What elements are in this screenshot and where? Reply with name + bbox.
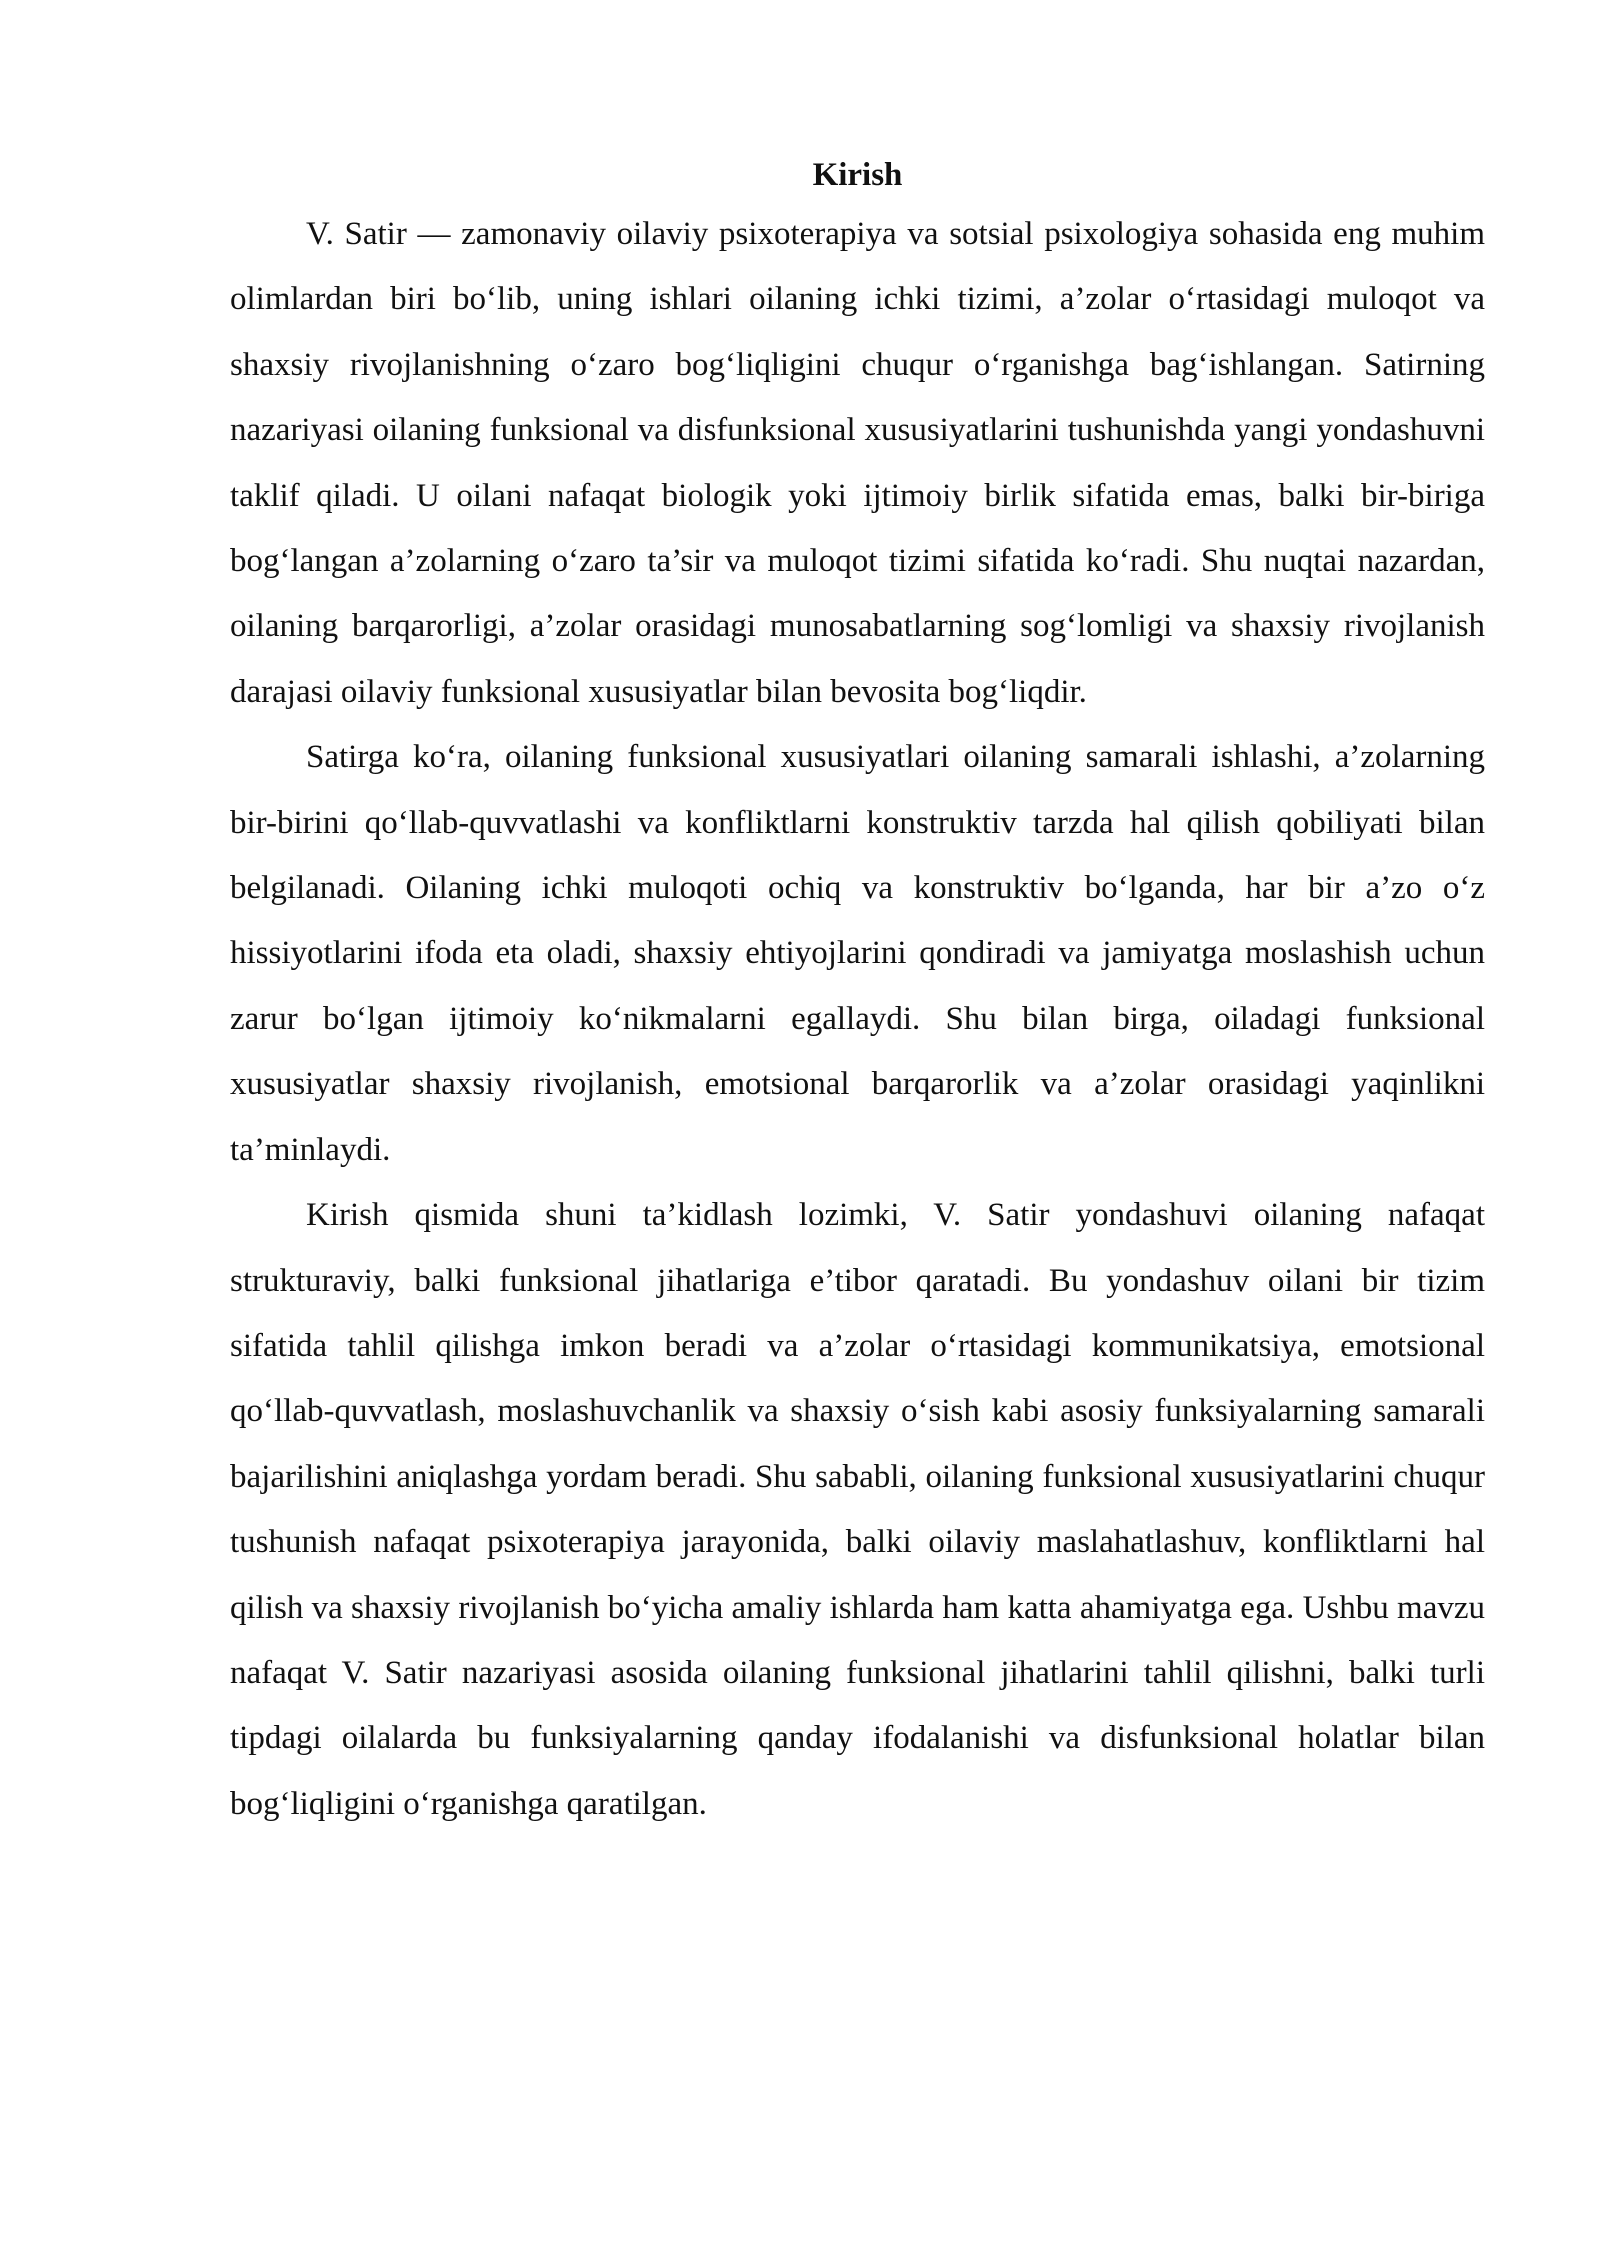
paragraph-3: Kirish qismida shuni ta’kidlash lozimki, V. Satir yondashuvi oilaning nafaqat strukturaviy, balki funksional jihatlariga e’tibor qaratadi. Bu yondashuv oilani bir tizim sifatida tahlil qilishga imkon beradi va a’zolar o‘rtasidagi kommunikatsiya, emotsional qo‘llab-quvvatlash, moslashuvchanlik va shaxsiy o‘sish kabi asosiy funksiyalarning samarali bajarilishini aniqlashga yordam beradi. Shu sababli, oilaning funksional xususiyatlarini chuqur tushunish nafaqat psixoterapiya jarayonida, balki oilaviy maslahatlashuv, konfliktlarni hal qilish va shaxsiy rivojlanish bo‘yicha amaliy ishlarda ham katta ahamiyatga ega. Ushbu mavzu nafaqat V. Satir nazariyasi asosida oilaning funksional jihatlarini tahlil qilishni, balki turli tipdagi oilalarda bu funksiyalarning qanday ifodalanishi va disfunksional holatlar bilan bog‘liqligini o‘rganishga qaratilgan. xyxy=(230,1197,1485,1822)
document-body xyxy=(230,150,1485,1837)
paragraph-1: V. Satir — zamonaviy oilaviy psixoterapiya va sotsial psixologiya sohasida eng muhim olimlardan biri bo‘lib, uning ishlari oilaning ichki tizimi, a’zolar o‘rtasidagi muloqot va shaxsiy rivojlanishning o‘zaro bog‘liqligini chuqur o‘rganishga bag‘ishlangan. Satirning nazariyasi oilaning funksional va disfunksional xususiyatlarini tushunishda yangi yondashuvni taklif qiladi. U oilani nafaqat biologik yoki ijtimoiy birlik sifatida emas, balki bir-biriga bog‘langan a’zolarning o‘zaro ta’sir va muloqot tizimi sifatida ko‘radi. Shu nuqtai nazardan, oilaning barqarorligi, a’zolar orasidagi munosabatlarning sog‘lomligi va shaxsiy rivojlanish darajasi oilaviy funksional xususiyatlar bilan bevosita bog‘liqdir. xyxy=(230,216,1485,710)
section-title: Kirish xyxy=(812,157,903,193)
paragraph-2: Satirga ko‘ra, oilaning funksional xususiyatlari oilaning samarali ishlashi, a’zolarning bir-birini qo‘llab-quvvatlashi va konfliktlarni konstruktiv tarzda hal qilish qobiliyati bilan belgilanadi. Oilaning ichki muloqoti ochiq va konstruktiv bo‘lganda, har bir a’zo o‘z hissiyotlarini ifoda eta oladi, shaxsiy ehtiyojlarini qondiradi va jamiyatga moslashish uchun zarur bo‘lgan ijtimoiy ko‘nikmalarni egallaydi. Shu bilan birga, oiladagi funksional xususiyatlar shaxsiy rivojlanish, emotsional barqarorlik va a’zolar orasidagi yaqinlikni ta’minlaydi. xyxy=(230,739,1485,1168)
